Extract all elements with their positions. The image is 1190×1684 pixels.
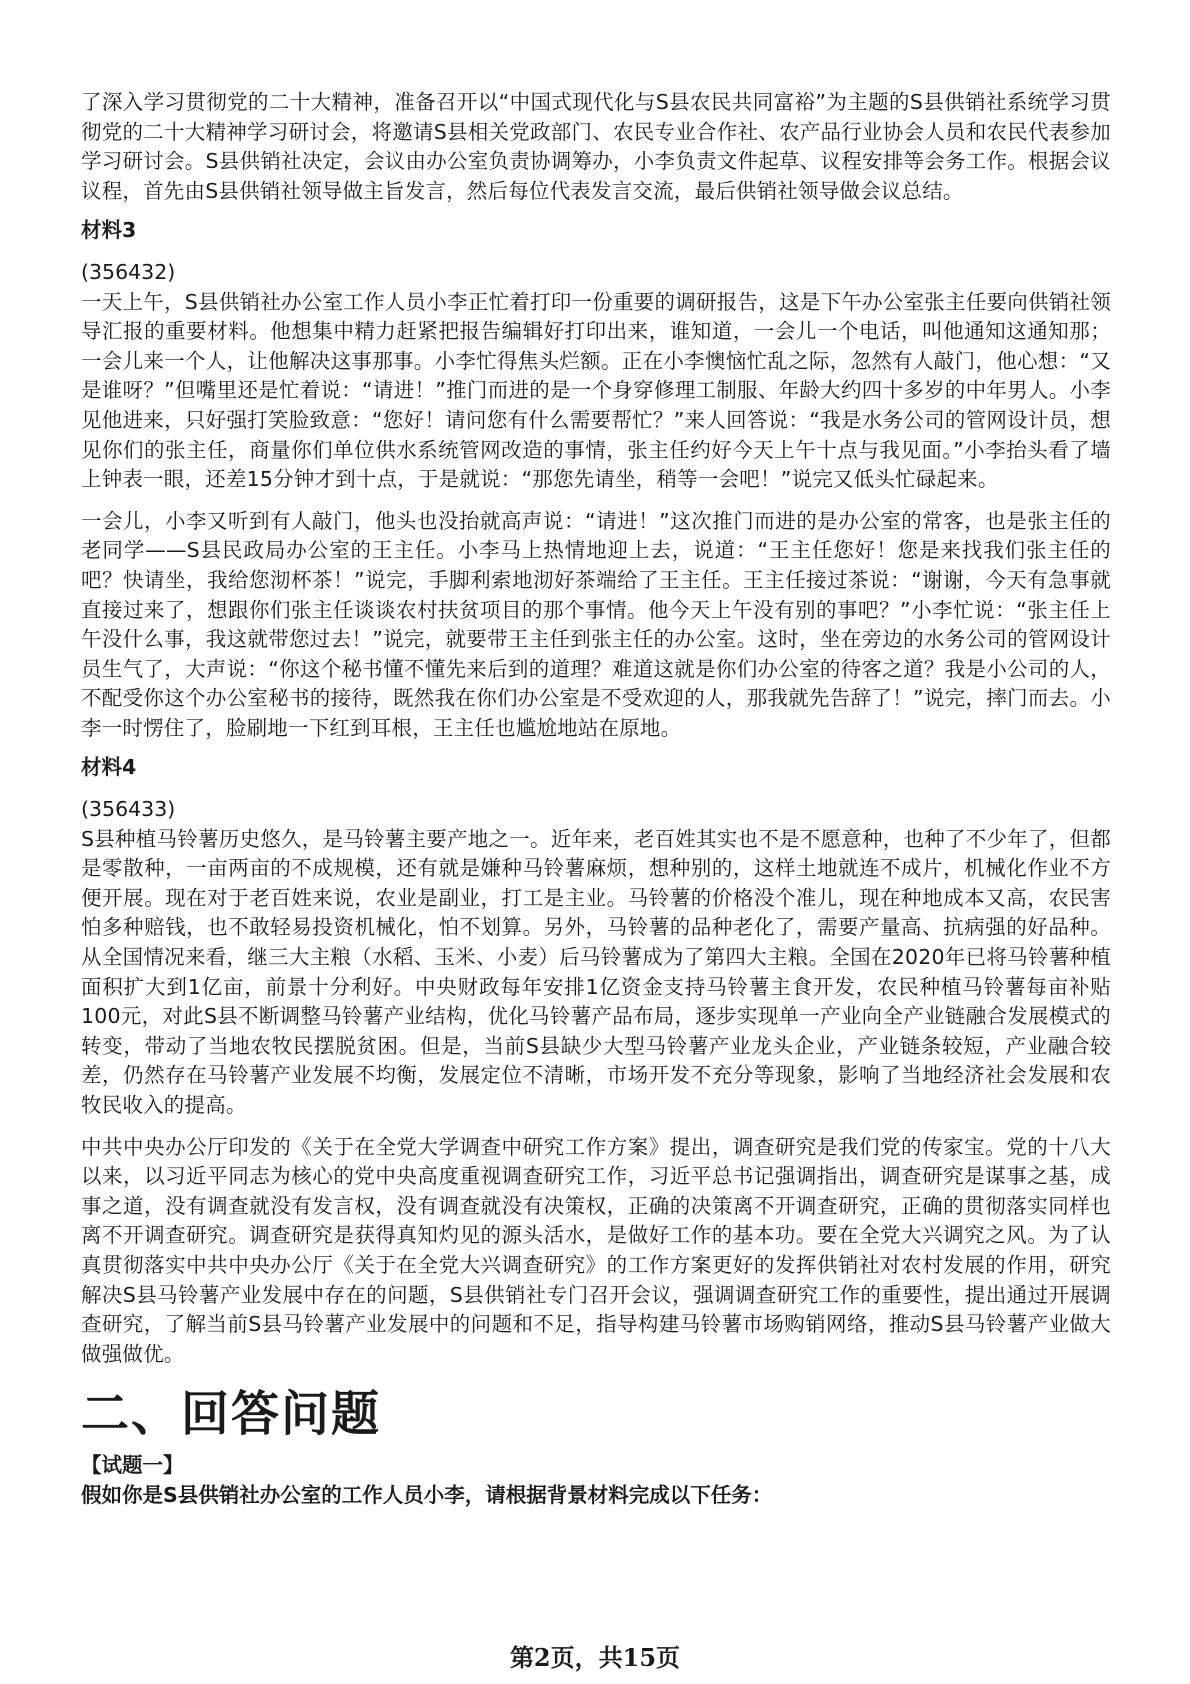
material3-paragraph-2: 一会儿，小李又听到有人敲门，他头也没抬就高声说：“请进！”这次推门而进的是办公室的常客，也是张主任的老同学——S县民政局办公室的王主任。小李马上热情地迎上去，说道：“王主任您好！您是来找我们张主任的吧？快请坐，我给您沏杯茶！”说完，手脚利索地沏好茶端给了王主任。王主任接过茶说：“谢谢，今天有急事就直接过来了，想跟你们张主任谈谈农村扶贫项目的那个事情。他今天上午没有别的事吧？”小李忙说：“张主任上午没什么事，我这就带您过去！”说完，就要带王主任到张主任的办公室。这时，坐在旁边的水务公司的管网设计员生气了，大声说：“你这个秘书懂不懂先来后到的道理？难道这就是你们办公室的待客之道？我是小公司的人，不配受你这个办公室秘书的接待，既然我在你们办公室是不受欢迎的人，那我就先告辞了！”说完，摔门而去。小李一时愣住了，脸刷地一下红到耳根，王主任也尴尬地站在原地。 bbox=[81, 508, 1111, 740]
material4-paragraph-1: S县种植马铃薯历史悠久，是马铃薯主要产地之一。近年来，老百姓其实也不是不愿意种，也种了不少年了，但都是零散种，一亩两亩的不成规模，还有就是嫌种马铃薯麻烦，想种别的，这样土地就连不成片，机械化作业不方便开展。现在对于老百姓来说，农业是副业，打工是主业。马铃薯的价格没个准儿，现在种地成本又高，农民害怕多种赔钱，也不敢轻易投资机械化，怕不划算。另外，马铃薯的品种老化了，需要产量高、抗病强的好品种。从全国情况来看，继三大主粮（水稻、玉米、小麦）后马铃薯成为了第四大主粮。全国在2020年已将马铃薯种植面积扩大到1亿亩，前景十分利好。中央财政每年安排1亿资金支持马铃薯主食开发，农民种植马铃薯每亩补贴100元，对此S县不断调整马铃薯产业结构，优化马铃薯产品布局，逐步实现单一产业向全产业链融合发展模式的转变，带动了当地农牧民摆脱贫困。但是，当前S县缺少大型马铃薯产业龙头企业，产业链条较短，产业融合较差，仍然存在马铃薯产业发展不均衡，发展定位不清晰，市场开发不充分等现象，影响了当地经济社会发展和农牧民收入的提高。 bbox=[81, 826, 1111, 1117]
material4-paragraph-2: 中共中央办公厅印发的《关于在全党大学调查中研究工作方案》提出，调查研究是我们党的传家宝。党的十八大以来，以习近平同志为核心的党中央高度重视调查研究工作，习近平总书记强调指出，调查研究是谋事之基，成事之道，没有调查就没有发言权，没有调查就没有决策权，正确的决策离不开调查研究，正确的贯彻落实同样也离不开调查研究。调查研究是获得真知灼见的源头活水，是做好工作的基本功。要在全党大兴调究之风。为了认真贯彻落实中共中央办公厅《关于在全党大兴调查研究》的工作方案更好的发挥供销社对农村发展的作用，研究解决S县马铃薯产业发展中存在的问题，S县供销社专门召开会议，强调调查研究工作的重要性，提出通过开展调查研究，了解当前S县马铃薯产业发展中的问题和不足，指导构建马铃薯市场购销网络，推动S县马铃薯产业做大做强做优。 bbox=[81, 1134, 1111, 1366]
document-page bbox=[81, 88, 1111, 1511]
question-text: 假如你是S县供销社办公室的工作人员小李，请根据背景材料完成以下任务： bbox=[81, 1482, 773, 1507]
intro-paragraph: 了深入学习贯彻党的二十大精神，准备召开以“中国式现代化与S县农民共同富裕”为主题的S县供销社系统学习贯彻党的二十大精神学习研讨会，将邀请S县相关党政部门、农民专业合作社、农产品行业协会人员和农民代表参加学习研讨会。S县供销社决定，会议由办公室负责协调筹办，小李负责文件起草、议程安排等会务工作。根据会议议程，首先由S县供销社领导做主旨发言，然后每位代表发言交流，最后供销社领导做会议总结。 bbox=[81, 90, 1111, 203]
material3-id: (356432) bbox=[81, 259, 176, 284]
section-heading: 二、回答问题 bbox=[81, 1386, 382, 1443]
material4-title: 材料4 bbox=[81, 755, 137, 780]
question-label: 【试题一】 bbox=[81, 1453, 184, 1478]
material4-id: (356433) bbox=[81, 797, 176, 822]
material3-paragraph-1: 一天上午，S县供销社办公室工作人员小李正忙着打印一份重要的调研报告，这是下午办公室张主任要向供销社领导汇报的重要材料。他想集中精力赶紧把报告编辑好打印出来，谁知道，一会儿一个电话，叫他通知这通知那；一会儿来一个人，让他解决这事那事。小李忙得焦头烂额。正在小李懊恼忙乱之际，忽然有人敲门，他心想：“又是谁呀？”但嘴里还是忙着说：“请进！”推门而进的是一个身穿修理工制服、年龄大约四十多岁的中年男人。小李见他进来，只好强打笑脸致意：“您好！请问您有什么需要帮忙？”来人回答说：“我是水务公司的管网设计员，想见你们的张主任，商量你们单位供水系统管网改造的事情，张主任约好今天上午十点与我见面。”小李抬头看了墙上钟表一眼，还差15分钟才到十点，于是就说：“那您先请坐，稍等一会吧！”说完又低头忙碌起来。 bbox=[81, 289, 1111, 492]
page-number: 第2页，共15页 bbox=[509, 1643, 681, 1672]
material3-title: 材料3 bbox=[81, 218, 137, 243]
